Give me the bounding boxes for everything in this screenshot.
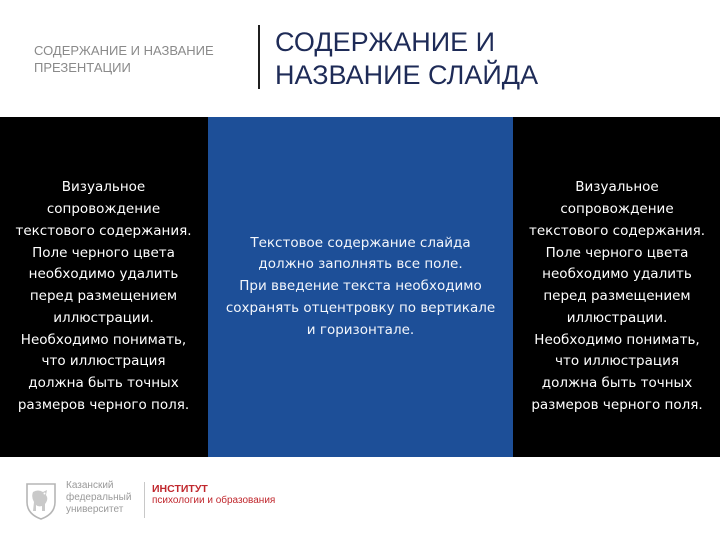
university-emblem-icon bbox=[24, 480, 58, 520]
left-illustration-placeholder[interactable] bbox=[0, 117, 208, 457]
right-illustration-placeholder[interactable] bbox=[513, 117, 720, 457]
footer-divider bbox=[144, 482, 145, 518]
institute-subtitle: психологии и образования bbox=[152, 495, 276, 506]
right-placeholder-text: Визуальное сопровождение текстового содержания. Поле черного цвета необходимо удалить перед размещением иллюстрации. Необходимо понимать, что иллюстрация должна быть точных размеров черного поля. bbox=[528, 179, 706, 414]
footer-logo bbox=[24, 478, 344, 524]
left-placeholder-text: Визуальное сопровождение текстового содержания. Поле черного цвета необходимо удалить перед размещением иллюстрации. Необходимо понимать, что иллюстрация должна быть точных размеров черного поля. bbox=[15, 179, 192, 414]
institute-name: ИНСТИТУТ bbox=[152, 483, 208, 495]
center-text-block[interactable] bbox=[208, 117, 513, 457]
presentation-title: СОДЕРЖАНИЕ И НАЗВАНИЕ ПРЕЗЕНТАЦИИ bbox=[34, 43, 214, 75]
center-body-text: Текстовое содержание слайда должно заполнять все поле. При введение текста необходимо сохранять отцентровку по вертикале и горизонтале. bbox=[225, 234, 496, 338]
content-panels bbox=[0, 117, 720, 457]
university-name: Казанский федеральный университет bbox=[66, 480, 132, 515]
title-divider bbox=[258, 25, 260, 89]
slide-title: СОДЕРЖАНИЕ И НАЗВАНИЕ СЛАЙДА bbox=[275, 27, 539, 90]
